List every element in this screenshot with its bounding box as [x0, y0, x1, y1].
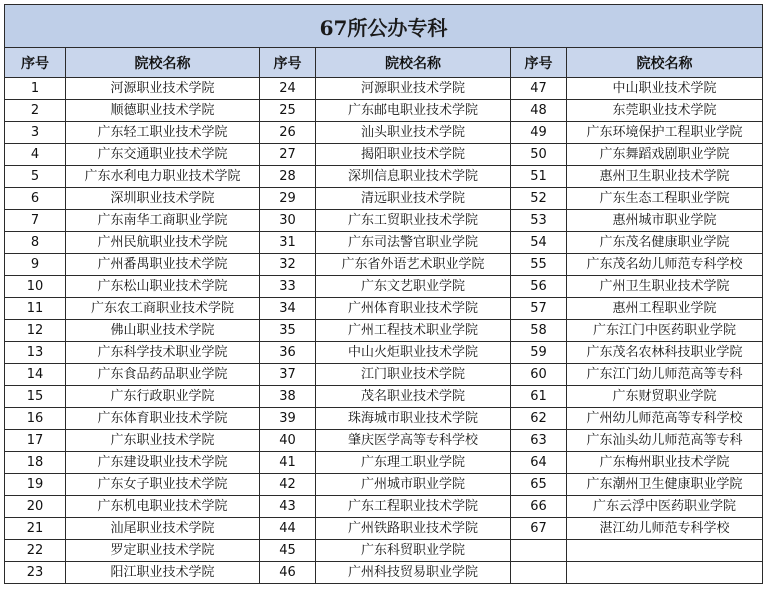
cell-school-name: 广东科学技术职业学院 — [66, 342, 260, 364]
cell-school-name: 惠州工程职业学院 — [567, 298, 763, 320]
cell-school-name: 广东水利电力职业技术学院 — [66, 166, 260, 188]
cell-seq: 8 — [5, 232, 66, 254]
cell-seq: 7 — [5, 210, 66, 232]
cell-seq: 53 — [511, 210, 567, 232]
cell-seq: 62 — [511, 408, 567, 430]
cell-school-name: 珠海城市职业技术学院 — [316, 408, 511, 430]
table-row — [5, 232, 763, 254]
cell-seq: 65 — [511, 474, 567, 496]
cell-seq: 54 — [511, 232, 567, 254]
cell-school-name: 广州体育职业技术学院 — [316, 298, 511, 320]
cell-school-name: 揭阳职业技术学院 — [316, 144, 511, 166]
header-name: 院校名称 — [316, 48, 511, 78]
table-row — [5, 430, 763, 452]
table-row — [5, 188, 763, 210]
cell-seq: 29 — [260, 188, 316, 210]
cell-seq: 45 — [260, 540, 316, 562]
table-row — [5, 364, 763, 386]
table-row — [5, 122, 763, 144]
cell-seq: 41 — [260, 452, 316, 474]
table-row — [5, 386, 763, 408]
cell-seq: 44 — [260, 518, 316, 540]
table-row — [5, 408, 763, 430]
cell-school-name: 广东财贸职业学院 — [567, 386, 763, 408]
cell-school-name: 深圳职业技术学院 — [66, 188, 260, 210]
header-seq: 序号 — [5, 48, 66, 78]
table-row — [5, 254, 763, 276]
cell-school-name: 东莞职业技术学院 — [567, 100, 763, 122]
cell-school-name: 阳江职业技术学院 — [66, 562, 260, 584]
cell-school-name: 广东环境保护工程职业学院 — [567, 122, 763, 144]
cell-seq: 3 — [5, 122, 66, 144]
cell-school-name: 广东生态工程职业学院 — [567, 188, 763, 210]
cell-school-name: 广州番禺职业技术学院 — [66, 254, 260, 276]
cell-school-name: 广东交通职业技术学院 — [66, 144, 260, 166]
table-row — [5, 452, 763, 474]
cell-seq: 61 — [511, 386, 567, 408]
cell-seq: 10 — [5, 276, 66, 298]
cell-school-name: 广东科贸职业学院 — [316, 540, 511, 562]
cell-seq: 19 — [5, 474, 66, 496]
cell-school-name: 广东工贸职业技术学院 — [316, 210, 511, 232]
table-title: 67所公办专科 — [5, 5, 763, 48]
cell-school-name: 肇庆医学高等专科学校 — [316, 430, 511, 452]
cell-seq: 26 — [260, 122, 316, 144]
cell-seq: 38 — [260, 386, 316, 408]
cell-seq: 18 — [5, 452, 66, 474]
cell-school-name: 广东轻工职业技术学院 — [66, 122, 260, 144]
cell-seq: 31 — [260, 232, 316, 254]
cell-school-name: 广东女子职业技术学院 — [66, 474, 260, 496]
cell-school-name: 清远职业技术学院 — [316, 188, 511, 210]
table-row — [5, 276, 763, 298]
cell-seq: 24 — [260, 78, 316, 100]
cell-seq: 47 — [511, 78, 567, 100]
cell-school-name: 广东松山职业技术学院 — [66, 276, 260, 298]
cell-seq: 60 — [511, 364, 567, 386]
cell-school-name: 广东理工职业学院 — [316, 452, 511, 474]
table-row — [5, 298, 763, 320]
header-name: 院校名称 — [66, 48, 260, 78]
cell-school-name: 河源职业技术学院 — [316, 78, 511, 100]
header-name: 院校名称 — [567, 48, 763, 78]
cell-seq: 52 — [511, 188, 567, 210]
cell-seq: 9 — [5, 254, 66, 276]
cell-school-name: 河源职业技术学院 — [66, 78, 260, 100]
cell-school-name: 罗定职业技术学院 — [66, 540, 260, 562]
cell-seq: 27 — [260, 144, 316, 166]
cell-seq: 43 — [260, 496, 316, 518]
table-row — [5, 210, 763, 232]
table-row — [5, 100, 763, 122]
cell-school-name: 广州城市职业学院 — [316, 474, 511, 496]
cell-seq: 59 — [511, 342, 567, 364]
cell-school-name: 广州幼儿师范高等专科学校 — [567, 408, 763, 430]
cell-seq: 64 — [511, 452, 567, 474]
cell-school-name: 顺德职业技术学院 — [66, 100, 260, 122]
cell-seq: 46 — [260, 562, 316, 584]
cell-school-name: 惠州卫生职业技术学院 — [567, 166, 763, 188]
cell-seq: 35 — [260, 320, 316, 342]
table-row — [5, 144, 763, 166]
cell-school-name: 广东机电职业技术学院 — [66, 496, 260, 518]
cell-seq: 28 — [260, 166, 316, 188]
cell-seq: 56 — [511, 276, 567, 298]
cell-school-name: 江门职业技术学院 — [316, 364, 511, 386]
cell-seq: 1 — [5, 78, 66, 100]
cell-school-name: 广东食品药品职业学院 — [66, 364, 260, 386]
cell-seq: 48 — [511, 100, 567, 122]
cell-seq: 32 — [260, 254, 316, 276]
title-row — [5, 5, 763, 48]
cell-seq: 4 — [5, 144, 66, 166]
cell-school-name: 广东农工商职业技术学院 — [66, 298, 260, 320]
cell-school-name: 广东汕头幼儿师范高等专科 — [567, 430, 763, 452]
cell-school-name: 惠州城市职业学院 — [567, 210, 763, 232]
cell-seq: 66 — [511, 496, 567, 518]
cell-school-name: 广东行政职业学院 — [66, 386, 260, 408]
cell-school-name: 汕尾职业技术学院 — [66, 518, 260, 540]
cell-school-name — [567, 540, 763, 562]
cell-seq: 55 — [511, 254, 567, 276]
header-seq: 序号 — [511, 48, 567, 78]
table-row — [5, 342, 763, 364]
cell-seq: 40 — [260, 430, 316, 452]
table-row — [5, 562, 763, 584]
cell-school-name: 中山职业技术学院 — [567, 78, 763, 100]
cell-seq: 21 — [5, 518, 66, 540]
cell-seq: 50 — [511, 144, 567, 166]
header-row — [5, 48, 763, 78]
cell-seq: 34 — [260, 298, 316, 320]
cell-school-name: 广州卫生职业技术学院 — [567, 276, 763, 298]
cell-seq: 25 — [260, 100, 316, 122]
cell-school-name: 广州民航职业技术学院 — [66, 232, 260, 254]
cell-school-name: 佛山职业技术学院 — [66, 320, 260, 342]
cell-seq: 37 — [260, 364, 316, 386]
cell-school-name: 广东茂名农林科技职业学院 — [567, 342, 763, 364]
cell-school-name: 广东体育职业技术学院 — [66, 408, 260, 430]
cell-school-name: 中山火炬职业技术学院 — [316, 342, 511, 364]
cell-seq — [511, 540, 567, 562]
schools-table-wrapper — [4, 4, 762, 584]
cell-school-name: 湛江幼儿师范专科学校 — [567, 518, 763, 540]
cell-school-name: 广东南华工商职业学院 — [66, 210, 260, 232]
cell-seq: 16 — [5, 408, 66, 430]
cell-school-name: 广州铁路职业技术学院 — [316, 518, 511, 540]
cell-school-name: 广东工程职业技术学院 — [316, 496, 511, 518]
header-seq: 序号 — [260, 48, 316, 78]
cell-school-name: 广东茂名健康职业学院 — [567, 232, 763, 254]
cell-school-name: 广东建设职业技术学院 — [66, 452, 260, 474]
table-row — [5, 78, 763, 100]
cell-school-name: 广东云浮中医药职业学院 — [567, 496, 763, 518]
cell-school-name: 广东舞蹈戏剧职业学院 — [567, 144, 763, 166]
cell-school-name — [567, 562, 763, 584]
cell-seq: 5 — [5, 166, 66, 188]
cell-school-name: 广州科技贸易职业学院 — [316, 562, 511, 584]
table-row — [5, 166, 763, 188]
cell-seq: 15 — [5, 386, 66, 408]
cell-seq: 36 — [260, 342, 316, 364]
cell-seq: 22 — [5, 540, 66, 562]
cell-seq: 49 — [511, 122, 567, 144]
cell-seq: 58 — [511, 320, 567, 342]
cell-seq: 6 — [5, 188, 66, 210]
cell-seq: 57 — [511, 298, 567, 320]
cell-seq: 12 — [5, 320, 66, 342]
cell-school-name: 广东省外语艺术职业学院 — [316, 254, 511, 276]
table-row — [5, 518, 763, 540]
cell-school-name: 广东江门中医药职业学院 — [567, 320, 763, 342]
cell-school-name: 汕头职业技术学院 — [316, 122, 511, 144]
cell-seq — [511, 562, 567, 584]
cell-seq: 13 — [5, 342, 66, 364]
cell-seq: 14 — [5, 364, 66, 386]
cell-seq: 39 — [260, 408, 316, 430]
cell-school-name: 广东职业技术学院 — [66, 430, 260, 452]
cell-school-name: 广东潮州卫生健康职业学院 — [567, 474, 763, 496]
cell-seq: 23 — [5, 562, 66, 584]
cell-seq: 33 — [260, 276, 316, 298]
cell-seq: 17 — [5, 430, 66, 452]
cell-school-name: 广州工程技术职业学院 — [316, 320, 511, 342]
schools-table — [4, 4, 763, 584]
cell-seq: 30 — [260, 210, 316, 232]
cell-school-name: 茂名职业技术学院 — [316, 386, 511, 408]
table-row — [5, 496, 763, 518]
table-row — [5, 320, 763, 342]
cell-seq: 2 — [5, 100, 66, 122]
cell-school-name: 广东邮电职业技术学院 — [316, 100, 511, 122]
cell-school-name: 广东茂名幼儿师范专科学校 — [567, 254, 763, 276]
cell-seq: 51 — [511, 166, 567, 188]
cell-seq: 11 — [5, 298, 66, 320]
cell-school-name: 深圳信息职业技术学院 — [316, 166, 511, 188]
cell-seq: 63 — [511, 430, 567, 452]
cell-seq: 20 — [5, 496, 66, 518]
cell-seq: 42 — [260, 474, 316, 496]
cell-school-name: 广东司法警官职业学院 — [316, 232, 511, 254]
cell-school-name: 广东文艺职业学院 — [316, 276, 511, 298]
cell-seq: 67 — [511, 518, 567, 540]
table-row — [5, 474, 763, 496]
table-row — [5, 540, 763, 562]
cell-school-name: 广东江门幼儿师范高等专科 — [567, 364, 763, 386]
cell-school-name: 广东梅州职业技术学院 — [567, 452, 763, 474]
